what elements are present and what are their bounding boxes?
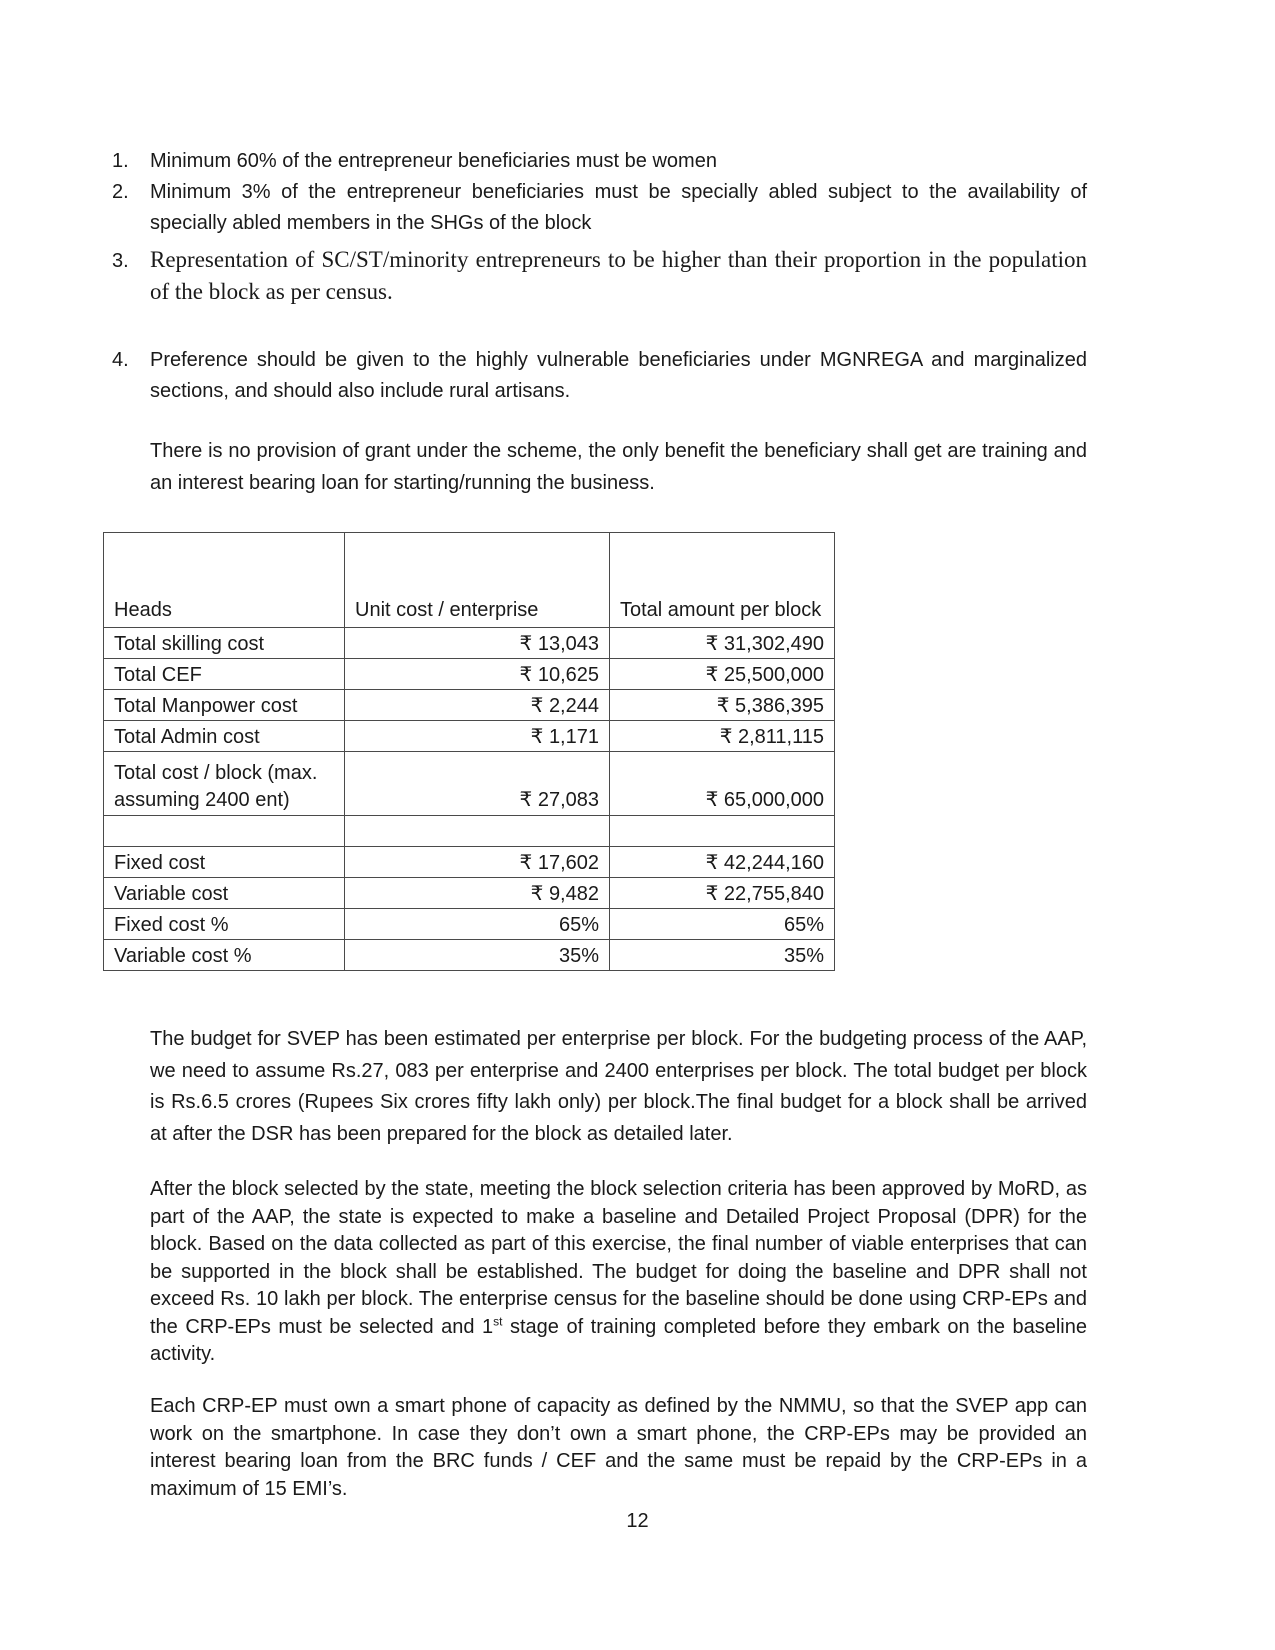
table-row: [104, 659, 835, 690]
table-header-row: [104, 533, 835, 628]
row-head: Total CEF: [104, 659, 345, 690]
table-row: [104, 940, 835, 971]
row-total: ₹ 31,302,490: [610, 628, 835, 659]
row-unit-cost: ₹ 13,043: [345, 628, 610, 659]
row-head: Variable cost: [104, 878, 345, 909]
page-number: 12: [626, 1510, 649, 1532]
baseline-text-part2: stage of training completed before they embark on the baseline activity.: [150, 1315, 1087, 1365]
row-head: Variable cost %: [104, 940, 345, 971]
ordinal-suffix: st: [493, 1313, 503, 1328]
header-unit-cost: Unit cost / enterprise: [345, 533, 610, 628]
list-text: Minimum 60% of the entrepreneur beneficiaries must be women: [150, 150, 717, 172]
smartphone-paragraph: Each CRP-EP must own a smart phone of capacity as defined by the NMMU, so that the SVEP app can work on the smartphone. In case they don’t own a smart phone, the CRP-EPs may be provided an interest bearing loan from the BRC funds / CEF and the same must be repaid by the CRP-EPs in a maximum of 15 EMI’s.: [150, 1395, 1087, 1500]
table-row: [104, 690, 835, 721]
table-row: [104, 909, 835, 940]
budget-paragraph: The budget for SVEP has been estimated per enterprise per block. For the budgeting process of the AAP, we need to assume Rs.27, 083 per enterprise and 2400 enterprises per block. The total budget per block is Rs.6.5 crores (Rupees Six crores fifty lakh only) per block.The final budget for a block shall be arrived at after the DSR has been prepared for the block as detailed later.: [150, 1028, 1087, 1145]
row-total: 35%: [610, 940, 835, 971]
row-total: ₹ 5,386,395: [610, 690, 835, 721]
row-unit-cost: ₹ 1,171: [345, 721, 610, 752]
row-unit-cost: ₹ 9,482: [345, 878, 610, 909]
row-head: Total Admin cost: [104, 721, 345, 752]
row-head: Total Manpower cost: [104, 690, 345, 721]
row-total: ₹ 22,755,840: [610, 878, 835, 909]
row-total: ₹ 2,811,115: [610, 721, 835, 752]
list-text: Minimum 3% of the entrepreneur beneficiaries must be specially abled subject to the availability of specially abled members in the SHGs of the block: [150, 181, 1087, 234]
row-head: Total skilling cost: [104, 628, 345, 659]
list-number: 3.: [112, 250, 129, 272]
list-text: Representation of SC/ST/minority entrepreneurs to be higher than their proportion in the population of the block as per census.: [150, 247, 1087, 304]
row-unit-cost: ₹ 27,083: [345, 752, 610, 816]
row-head: Fixed cost: [104, 847, 345, 878]
list-item: [112, 345, 1087, 407]
header-heads: Heads: [104, 533, 345, 628]
table-row: [104, 878, 835, 909]
row-unit-cost: ₹ 17,602: [345, 847, 610, 878]
table-row: [104, 847, 835, 878]
row-total: ₹ 25,500,000: [610, 659, 835, 690]
row-unit-cost: 35%: [345, 940, 610, 971]
row-total: 65%: [610, 909, 835, 940]
baseline-text-part1: After the block selected by the state, meeting the block selection criteria has been approved by MoRD, as part of the AAP, the state is expected to make a baseline and Detailed Project Proposal (DPR) for the block. Based on the data collected as part of this exercise, the final number of viable enterprises that can be supported in the block shall be established. The budget for doing the baseline and DPR shall not exceed Rs. 10 lakh per block. The enterprise census for the baseline should be done using CRP-EPs and the CRP-EPs must be selected and 1: [150, 1178, 1087, 1338]
table-row-blank: [104, 816, 835, 847]
table-row: [104, 752, 835, 816]
row-unit-cost: [345, 816, 610, 847]
list-number: 1.: [112, 150, 129, 172]
list-item: [112, 244, 1087, 308]
list-number: 4.: [112, 349, 129, 371]
row-unit-cost: ₹ 2,244: [345, 690, 610, 721]
table-row: [104, 628, 835, 659]
budget-table: [103, 532, 835, 971]
row-head: Total cost / block (max. assuming 2400 ent): [104, 752, 345, 816]
table-row: [104, 721, 835, 752]
list-number: 2.: [112, 181, 129, 203]
row-unit-cost: ₹ 10,625: [345, 659, 610, 690]
row-unit-cost: 65%: [345, 909, 610, 940]
baseline-paragraph: [150, 1176, 1087, 1369]
row-total: ₹ 42,244,160: [610, 847, 835, 878]
row-head: [104, 816, 345, 847]
header-total-amount: Total amount per block: [610, 533, 835, 628]
list-item: [112, 177, 1087, 239]
list-text: Preference should be given to the highly vulnerable beneficiaries under MGNREGA and marginalized sections, and should also include rural artisans.: [150, 349, 1087, 402]
list-item: [112, 146, 1087, 177]
row-total: ₹ 65,000,000: [610, 752, 835, 816]
row-total: [610, 816, 835, 847]
grant-note-paragraph: There is no provision of grant under the scheme, the only benefit the beneficiary shall get are training and an interest bearing loan for starting/running the business.: [150, 440, 1087, 494]
row-head: Fixed cost %: [104, 909, 345, 940]
